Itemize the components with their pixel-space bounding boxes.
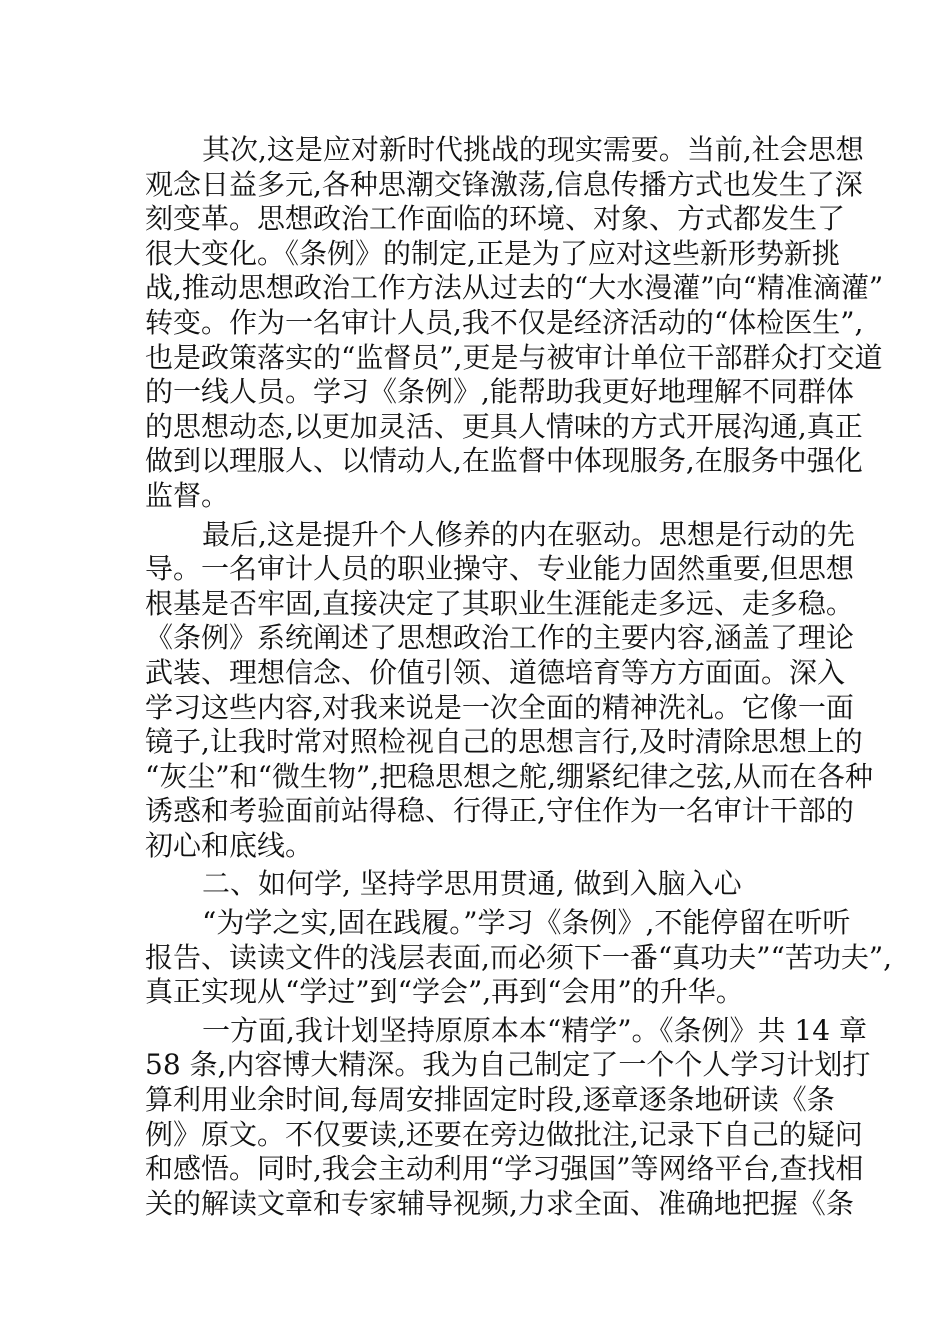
text-line: 镜子,让我时常对照检视自己的思想言行,及时清除思想上的 [145, 725, 863, 759]
text-line: 和感悟。同时,我会主动利用“学习强国”等网络平台,查找相 [145, 1152, 864, 1186]
text-line: 的思想动态,以更加灵活、更具人情味的方式开展沟通,真正 [145, 409, 863, 443]
text-line: 武装、理想信念、价值引领、道德培育等方方面面。深入 [145, 655, 846, 689]
text-line: 做到以理服人、以情动人,在监督中体现服务,在服务中强化 [145, 444, 863, 478]
text-line: 最后,这是提升个人修养的内在驱动。思想是行动的先 [202, 517, 855, 551]
text-line: 诱惑和考验面前站得稳、行得正,守住作为一名审计干部的 [145, 794, 854, 828]
text-line: 战,推动思想政治工作方法从过去的“大水漫灌”向“精准滴灌” [145, 271, 884, 305]
text-line: 初心和底线。 [145, 828, 314, 862]
text-line: “灰尘”和“微生物”,把稳思想之舵,绷紧纪律之弦,从而在各种 [145, 759, 873, 793]
section-heading [145, 867, 808, 902]
text-line: 算利用业余时间,每周安排固定时段,逐章逐条地研读《条 [145, 1083, 835, 1117]
text-line: 学习这些内容,对我来说是一次全面的精神洗礼。它像一面 [145, 690, 854, 724]
text-line: 很大变化。《条例》的制定,正是为了应对这些新形势新挑 [145, 236, 840, 270]
text-line: 其次,这是应对新时代挑战的现实需要。当前,社会思想 [202, 133, 864, 166]
text-line: 二、如何学, 坚持学思用贯通, 做到入脑入心 [202, 867, 742, 901]
text-line: 监督。 [145, 478, 230, 512]
text-line: “为学之实,固在践履。”学习《条例》,不能停留在听听 [202, 906, 851, 940]
text-line: 转变。作为一名审计人员,我不仅是经济活动的“体检医生”, [145, 305, 864, 339]
text-line: 的一线人员。学习《条例》,能帮助我更好地理解不同群体 [145, 375, 854, 409]
text-line: 真正实现从“学过”到“学会”,再到“会用”的升华。 [145, 975, 744, 1009]
text-line: 关的解读文章和专家辅导视频,力求全面、准确地把握《条 [145, 1186, 854, 1220]
text-line: 刻变革。思想政治工作面临的环境、对象、方式都发生了 [145, 202, 846, 236]
paragraph [145, 517, 873, 864]
text-line: 例》原文。不仅要读,还要在旁边做批注,记录下自己的疑问 [145, 1117, 863, 1151]
text-line: 报告、读读文件的浅层表面,而必须下一番“真功夫”“苦功夫”, [145, 940, 893, 974]
text-line: 根基是否牢固,直接决定了其职业生涯能走多远、走多稳。 [145, 586, 854, 620]
text-line: 也是政策落实的“监督员”,更是与被审计单位干部群众打交道 [145, 340, 883, 374]
text-line: 《条例》系统阐述了思想政治工作的主要内容,涵盖了理论 [145, 621, 854, 655]
text-line: 导。一名审计人员的职业操守、专业能力固然重要,但思想 [145, 552, 854, 586]
document-body [145, 133, 893, 1225]
text-line: 观念日益多元,各种思潮交锋激荡,信息传播方式也发生了深 [145, 167, 863, 201]
text-line: 一方面,我计划坚持原原本本“精学”。《条例》共 14 章 [202, 1013, 867, 1047]
paragraph [145, 906, 893, 1010]
paragraph [145, 1013, 871, 1222]
paragraph [145, 133, 884, 514]
text-line: 58 条,内容博大精深。我为自己制定了一个个人学习计划打 [145, 1048, 871, 1082]
